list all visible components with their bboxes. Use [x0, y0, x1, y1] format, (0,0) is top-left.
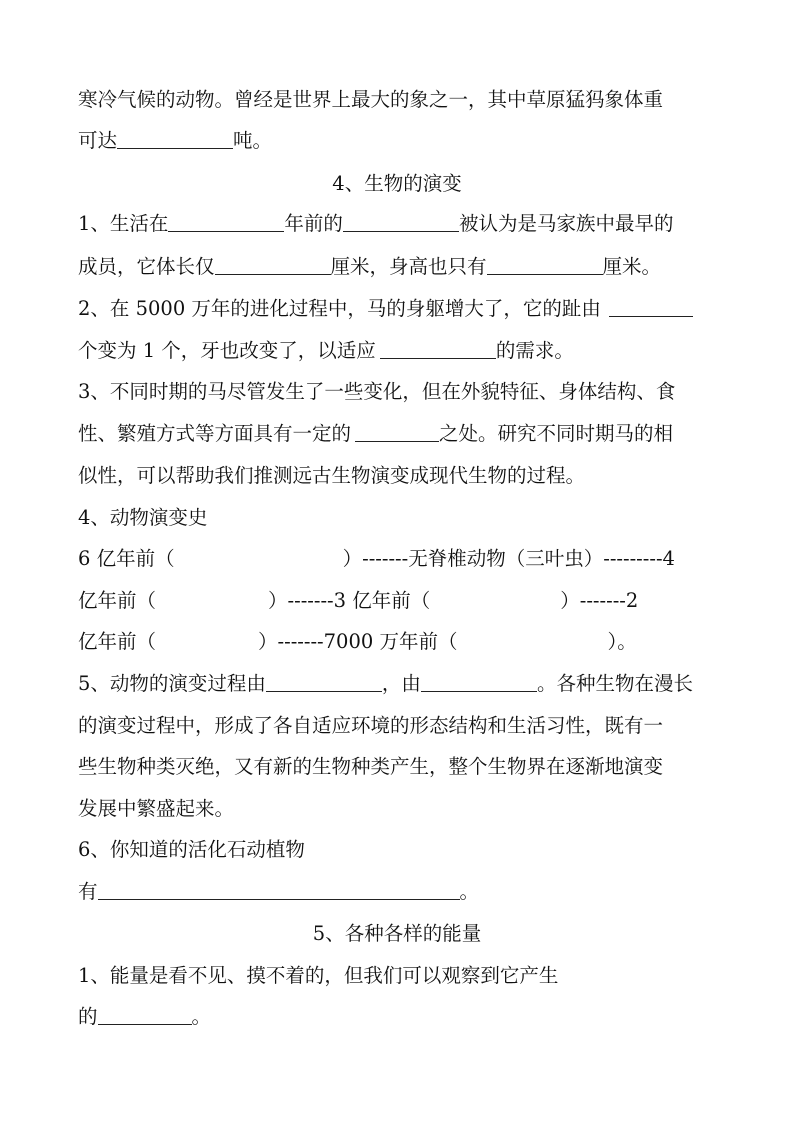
- section-heading: 5、各种各样的能量: [312, 922, 482, 945]
- question-5-cont: 的演变过程中，形成了各自适应环境的形态结构和生活习性，既有一: [78, 714, 664, 737]
- answer-blank[interactable]: [380, 338, 496, 359]
- answer-blank[interactable]: [168, 211, 284, 232]
- question-2: 2、在 5000 万年的进化过程中，马的身躯增大了，它的趾由: [78, 295, 693, 323]
- answer-blank[interactable]: [609, 296, 693, 317]
- answer-blank[interactable]: [421, 671, 537, 692]
- question-2-cont: 个变为 1 个，牙也改变了，以适应 的需求。: [78, 339, 574, 362]
- energy-question-1: 1、能量是看不见、摸不着的，但我们可以观察到它产生: [78, 964, 559, 987]
- answer-blank[interactable]: [343, 211, 459, 232]
- text-line: 可达 吨。: [78, 129, 273, 152]
- text-line: 寒冷气候的动物。曾经是世界上最大的象之一，其中草原猛犸象体重: [78, 88, 664, 111]
- answer-blank[interactable]: [487, 254, 603, 275]
- answer-blank[interactable]: [215, 254, 331, 275]
- answer-blank[interactable]: [355, 421, 439, 442]
- question-1: 1、生活在 年前的 被认为是马家族中最早的: [78, 212, 674, 235]
- question-6: 6、你知道的活化石动植物: [78, 838, 305, 861]
- question-4-heading: 4、动物演变史: [78, 506, 208, 529]
- question-5: 5、动物的演变过程由 ，由 。各种生物在漫长: [78, 672, 693, 695]
- question-3-cont: 性、繁殖方式等方面具有一定的 之处。研究不同时期马的相: [78, 422, 674, 445]
- question-5-cont: 发展中繁盛起来。: [78, 797, 235, 820]
- question-5-cont: 些生物种类灭绝，又有新的生物种类产生，整个生物界在逐渐地演变: [78, 755, 664, 778]
- question-4-line: 亿年前（ ）-------3 亿年前（ ）-------2: [78, 589, 639, 612]
- answer-blank[interactable]: [266, 671, 382, 692]
- question-3-cont: 似性，可以帮助我们推测远古生物演变成现代生物的过程。: [78, 464, 586, 487]
- answer-blank[interactable]: [98, 879, 460, 900]
- question-4-line: 6 亿年前（ ）-------无脊椎动物（三叶虫）---------4: [78, 547, 675, 570]
- question-3: 3、不同时期的马尽管发生了一些变化，但在外貌特征、身体结构、食: [78, 380, 676, 403]
- answer-blank[interactable]: [98, 1004, 192, 1025]
- question-6-cont: 有 。: [78, 880, 480, 903]
- energy-question-1-cont: 的 。: [78, 1005, 212, 1028]
- section-heading: 4、生物的演变: [332, 172, 462, 195]
- question-4-line: 亿年前（ ）-------7000 万年前（ ）。: [78, 630, 637, 653]
- question-1-cont: 成员，它体长仅 厘米，身高也只有 厘米。: [78, 255, 662, 278]
- answer-blank[interactable]: [117, 128, 233, 149]
